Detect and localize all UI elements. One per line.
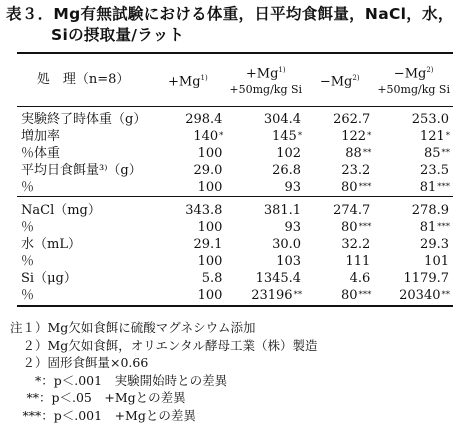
table-cell xyxy=(374,128,453,145)
cell-value: 23.2 xyxy=(341,162,371,178)
cell-value: 262.7 xyxy=(333,111,371,127)
cell-value: 29.3 xyxy=(420,237,449,252)
table-cell xyxy=(305,237,374,254)
row-label: ％ xyxy=(17,288,149,306)
cell-value: 298.4 xyxy=(185,111,223,127)
cell-value: 5.8 xyxy=(201,271,223,286)
table-row xyxy=(17,162,453,179)
cell-value: 253.0 xyxy=(411,111,449,127)
table-cell xyxy=(149,179,226,197)
cell-value: 23196 xyxy=(251,288,293,303)
table-cell xyxy=(374,271,453,288)
table-cell xyxy=(149,145,226,162)
table-cell xyxy=(149,162,226,179)
title-line-2: Siの摂取量/ラット xyxy=(51,26,185,44)
cell-value: 85 xyxy=(423,145,441,161)
section-body-weight xyxy=(17,107,453,197)
cell-value: 121 xyxy=(419,128,445,144)
table-cell xyxy=(149,111,226,128)
significance-mark: * xyxy=(219,130,224,141)
table-cell xyxy=(226,162,305,179)
significance-mark: * xyxy=(445,130,450,141)
cell-value: 30.0 xyxy=(272,237,302,252)
cell-value: 80 xyxy=(341,220,358,235)
cell-value: 93 xyxy=(284,179,302,195)
row-label: 増加率 xyxy=(21,128,61,144)
cell-value: 274.7 xyxy=(333,203,371,218)
footnotes xyxy=(10,319,318,425)
significance-mark: *** xyxy=(358,222,372,232)
cell-value: 100 xyxy=(197,220,223,235)
table-cell xyxy=(226,237,305,254)
significance-mark: * xyxy=(367,130,372,141)
cell-value: 100 xyxy=(197,254,223,269)
table-row xyxy=(17,111,453,128)
table-row xyxy=(17,288,453,306)
row-label: 平均日食餌量³⁾（g） xyxy=(21,162,142,178)
row-label: ％ xyxy=(21,220,35,235)
table-cell xyxy=(305,254,374,271)
significance-mark: ** xyxy=(293,290,303,300)
table-cell xyxy=(226,288,305,306)
significance-mark: ** xyxy=(362,147,372,158)
header-row xyxy=(17,53,453,107)
table-cell xyxy=(374,111,453,128)
table-cell xyxy=(374,288,453,306)
cell-value: 32.2 xyxy=(341,237,371,252)
footnote-1: 注１）Mg欠如食餌に硫酸マグネシウム添加 xyxy=(10,320,256,335)
row-label: NaCl（mg） xyxy=(21,203,101,218)
cell-value: 80 xyxy=(341,288,358,303)
title-line-1: 表３．Mg有無試験における体重，日平均食餌量，NaCl，水， xyxy=(6,5,454,23)
table-row xyxy=(17,254,453,271)
cell-value: 88 xyxy=(345,145,362,161)
cell-value: 100 xyxy=(197,145,223,161)
table-cell xyxy=(305,179,374,197)
table-cell xyxy=(374,145,453,162)
cell-value: 26.8 xyxy=(272,162,302,178)
table-cell xyxy=(149,128,226,145)
table-cell xyxy=(305,271,374,288)
table-cell xyxy=(149,203,226,220)
table-row xyxy=(17,271,453,288)
table-cell xyxy=(305,145,374,162)
table-cell xyxy=(226,128,305,145)
table-cell xyxy=(305,288,374,306)
table-cell xyxy=(374,162,453,179)
significance-mark: *** xyxy=(358,181,372,192)
table-cell xyxy=(305,162,374,179)
row-label: Si（μg） xyxy=(21,271,77,286)
table-cell xyxy=(149,220,226,237)
cell-value: 1179.7 xyxy=(403,271,449,286)
row-label: ％ xyxy=(21,179,35,195)
cell-value: 23.5 xyxy=(420,162,449,178)
table-row xyxy=(17,145,453,162)
table-row xyxy=(17,237,453,254)
table-cell xyxy=(226,179,305,197)
significance-mark: ** xyxy=(441,290,450,300)
table-row xyxy=(17,220,453,237)
significance-mark: *** xyxy=(437,222,450,232)
header-col-2: $+Mg^{1)}$ +50mg/kg Si xyxy=(226,53,305,107)
significance-mark: *** xyxy=(437,181,450,192)
cell-value: 20340 xyxy=(399,288,441,303)
significance-mark: * xyxy=(297,130,303,141)
row-label: 水（mL） xyxy=(21,237,81,252)
table-cell xyxy=(305,111,374,128)
cell-value: 111 xyxy=(345,254,371,269)
table-cell xyxy=(374,203,453,220)
footnote-2: ２）Mg欠如食餌，オリエンタル酵母工業（株）製造 xyxy=(10,337,318,353)
data-table xyxy=(17,52,453,307)
cell-value: 103 xyxy=(276,254,302,269)
table-cell xyxy=(149,237,226,254)
significance-mark: *** xyxy=(358,290,372,300)
table-cell xyxy=(374,254,453,271)
header-col-1: $+Mg^{1)}$ xyxy=(149,53,226,107)
row-label: ％体重 xyxy=(21,145,61,161)
footnote-4: *：p＜.001 実験開始時との差異 xyxy=(10,372,228,388)
table-cell xyxy=(149,271,226,288)
footnote-3: ２）固形食餌量×0.66 xyxy=(10,355,149,371)
cell-value: 29.1 xyxy=(193,237,223,252)
cell-value: 102 xyxy=(276,145,302,161)
cell-value: 304.4 xyxy=(263,111,302,127)
table-cell xyxy=(149,254,226,271)
cell-value: 29.0 xyxy=(193,162,223,178)
cell-value: 81 xyxy=(419,220,437,235)
row-label: 実験終了時体重（g） xyxy=(21,111,147,127)
table-cell xyxy=(226,203,305,220)
table-row xyxy=(17,203,453,220)
table-row xyxy=(17,128,453,145)
table-cell xyxy=(305,220,374,237)
section-intake xyxy=(17,197,453,306)
cell-value: 122 xyxy=(341,128,367,144)
cell-value: 140 xyxy=(193,128,219,144)
table-cell xyxy=(374,220,453,237)
table-cell xyxy=(374,237,453,254)
significance-mark: ** xyxy=(441,147,450,158)
cell-value: 278.9 xyxy=(411,203,449,218)
cell-value: 343.8 xyxy=(185,203,223,218)
header-col-4: $-Mg^{2)}$ +50mg/kg Si xyxy=(374,53,453,107)
table-cell xyxy=(226,271,305,288)
cell-value: 4.6 xyxy=(349,271,371,286)
table-cell xyxy=(305,203,374,220)
header-label: 処 理（n=8） xyxy=(17,53,149,107)
cell-value: 145 xyxy=(271,128,297,144)
cell-value: 81 xyxy=(419,179,437,195)
cell-value: 381.1 xyxy=(263,203,302,218)
cell-value: 100 xyxy=(197,179,223,195)
table-cell xyxy=(226,254,305,271)
footnote-6: ***：p＜.001 +Mgとの差異 xyxy=(10,407,196,423)
table-cell xyxy=(149,288,226,306)
cell-value: 93 xyxy=(284,220,302,235)
table-row xyxy=(17,179,453,197)
cell-value: 101 xyxy=(424,254,449,269)
cell-value: 80 xyxy=(341,179,358,195)
table-cell xyxy=(374,179,453,197)
table-cell xyxy=(226,111,305,128)
cell-value: 1345.4 xyxy=(255,271,302,286)
header-col-3: $-Mg^{2)}$ xyxy=(305,53,374,107)
table-cell xyxy=(305,128,374,145)
table-cell xyxy=(226,145,305,162)
row-label: ％ xyxy=(21,254,35,269)
cell-value: 100 xyxy=(197,288,223,303)
table-cell xyxy=(226,220,305,237)
table-title xyxy=(6,4,454,46)
footnote-5: **：p＜.05 +Mgとの差異 xyxy=(10,390,186,406)
